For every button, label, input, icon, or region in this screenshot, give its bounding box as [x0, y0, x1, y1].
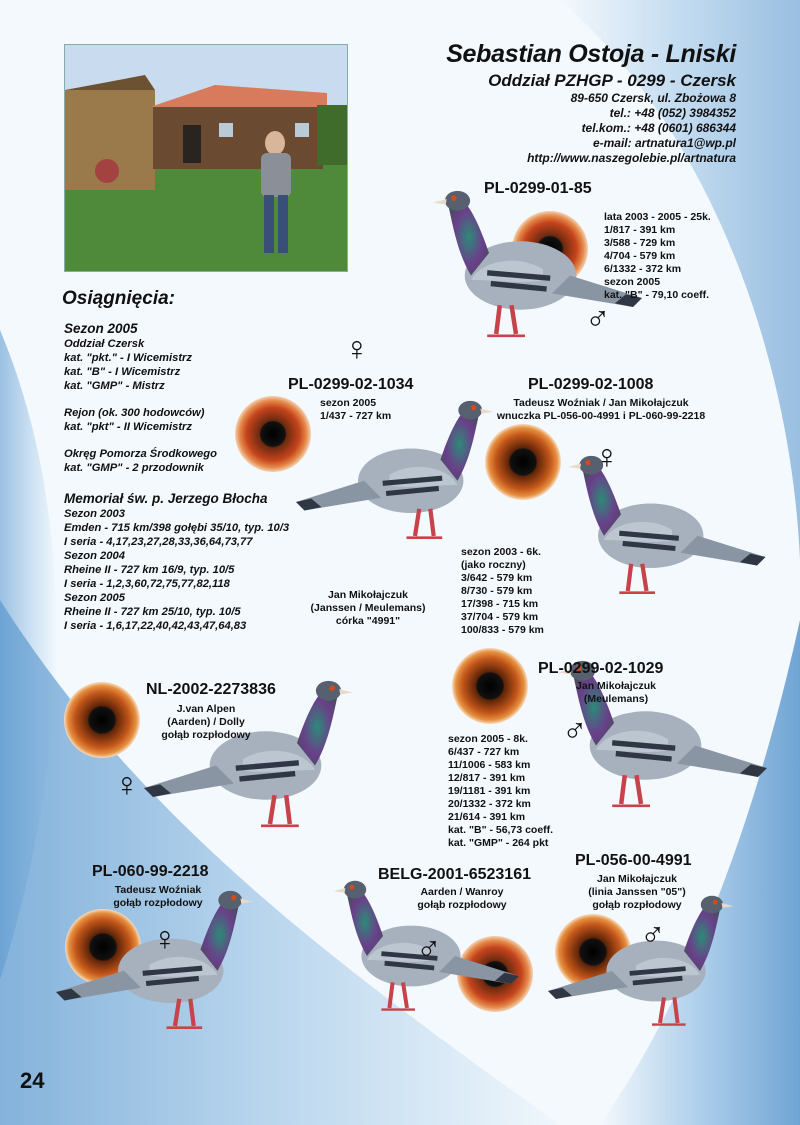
- stat-line: sezon 2003 - 6k.: [461, 546, 541, 558]
- stat-line: 4/704 - 579 km: [604, 250, 676, 262]
- achievements-title: Osiągnięcia:: [62, 288, 175, 309]
- stats-b5: [448, 733, 553, 850]
- origin-line: gołąb rozpłodowy: [417, 899, 507, 911]
- female-symbol-icon: ♀: [114, 766, 140, 804]
- achievement-line: Rheine II - 727 km 16/9, typ. 10/5: [64, 564, 235, 576]
- female-symbol-icon: ♀: [152, 920, 178, 958]
- achievement-line: Okręg Pomorza Środkowego: [64, 448, 217, 460]
- origin-line: (Janssen / Meulemans): [310, 602, 426, 614]
- achievement-line: I seria - 1,6,17,22,40,42,43,47,64,83: [64, 620, 247, 632]
- stat-line: sezon 2005: [320, 397, 377, 409]
- stat-line: 37/704 - 579 km: [461, 611, 539, 623]
- ring-number-b6: PL-060-99-2218: [92, 863, 209, 880]
- ring-number-b1: PL-0299-01-85: [484, 180, 592, 197]
- achievement-line: kat. "GMP" - Mistrz: [64, 380, 165, 392]
- stat-line: kat. "B" - 56,73 coeff.: [448, 824, 554, 836]
- origin-b6: [96, 884, 220, 910]
- origin-line: Aarden / Wanroy: [420, 886, 504, 898]
- ring-number-b7: BELG-2001-6523161: [378, 866, 531, 883]
- page-number: 24: [20, 1068, 45, 1093]
- female-symbol-icon: ♀: [344, 330, 370, 368]
- eye-photo-b4: [64, 682, 140, 758]
- origin-b3: [484, 397, 718, 423]
- achievement-line: kat. "B" - I Wicemistrz: [64, 366, 181, 378]
- phone: tel.: +48 (052) 3984352: [609, 106, 736, 120]
- achievement-line: Sezon 2003: [64, 508, 125, 520]
- ring-number-b8: PL-056-00-4991: [575, 852, 692, 869]
- ring-number-b2: PL-0299-02-1034: [288, 376, 414, 393]
- stats-b1: [604, 211, 711, 302]
- achievement-line: Rheine II - 727 km 25/10, typ. 10/5: [64, 606, 241, 618]
- season-heading: Sezon 2005: [64, 321, 138, 336]
- stat-line: 3/588 - 729 km: [604, 237, 676, 249]
- stat-line: 6/1332 - 372 km: [604, 263, 682, 275]
- stat-line: 17/398 - 715 km: [461, 598, 539, 610]
- stat-line: (jako roczny): [461, 559, 526, 571]
- breeder-name: Sebastian Ostoja - Lniski: [446, 40, 736, 68]
- eye-photo-b5: [452, 648, 528, 724]
- achievement-line: kat. "pkt" - II Wicemistrz: [64, 421, 193, 433]
- stat-line: 6/437 - 727 km: [448, 746, 520, 758]
- origin-line: (Aarden) / Dolly: [167, 716, 245, 728]
- pigeon-b3: [568, 456, 765, 593]
- stat-line: 20/1332 - 372 km: [448, 798, 531, 810]
- stat-line: kat. "B" - 79,10 coeff.: [604, 289, 710, 301]
- origin-line: gołąb rozpłodowy: [113, 897, 203, 909]
- stat-line: 21/614 - 391 km: [448, 811, 526, 823]
- achievement-line: Sezon 2004: [64, 550, 125, 562]
- origin-line: wnuczka PL-056-00-4991 i PL-060-99-2218: [496, 410, 706, 422]
- achievement-line: Emden - 715 km/398 gołębi 35/10, typ. 10/3: [64, 522, 290, 534]
- origin-line: Tadeusz Woźniak / Jan Mikołajczuk: [513, 397, 689, 409]
- stats-b3: [461, 546, 544, 637]
- stat-line: 100/833 - 579 km: [461, 624, 544, 636]
- stat-line: 1/437 - 727 km: [320, 410, 392, 422]
- female-symbol-icon: ♀: [594, 438, 620, 476]
- ring-number-b5: PL-0299-02-1029: [538, 660, 664, 677]
- eye-photo-b2: [235, 396, 311, 472]
- stat-line: 11/1006 - 583 km: [448, 759, 531, 771]
- origin-line: Jan Mikołajczuk: [328, 589, 408, 601]
- stat-line: 3/642 - 579 km: [461, 572, 533, 584]
- email-link[interactable]: e-mail: artnatura1@wp.pl: [592, 136, 736, 150]
- origin-b4: [150, 703, 262, 742]
- male-symbol-icon: ♂: [562, 712, 588, 750]
- male-symbol-icon: ♂: [416, 930, 442, 968]
- origin-line: Jan Mikołajczuk: [597, 873, 677, 885]
- achievement-line: Oddział Czersk: [64, 338, 145, 350]
- origin-line: Tadeusz Woźniak: [114, 884, 202, 896]
- achievement-line: kat. "GMP" - 2 przodownik: [64, 462, 204, 474]
- website-link[interactable]: http://www.naszegolebie.pl/artnatura: [527, 151, 736, 165]
- origin-line: (Meulemans): [583, 693, 649, 705]
- achievement-line: Rejon (ok. 300 hodowców): [64, 407, 205, 419]
- stat-line: sezon 2005: [604, 276, 661, 288]
- address: 89-650 Czersk, ul. Zbożowa 8: [570, 91, 736, 105]
- memorial-heading: Memoriał św. p. Jerzego Błocha: [64, 491, 268, 506]
- club-name: Oddział PZHGP - 0299 - Czersk: [488, 71, 736, 90]
- stat-line: lata 2003 - 2005 - 25k.: [604, 211, 711, 223]
- origin-b5: [560, 680, 672, 706]
- stat-line: 19/1181 - 391 km: [448, 785, 531, 797]
- stat-line: kat. "GMP" - 264 pkt: [448, 837, 549, 849]
- origin-b7: [402, 886, 522, 912]
- stat-line: 1/817 - 391 km: [604, 224, 676, 236]
- mobile-phone: tel.kom.: +48 (0601) 686344: [581, 121, 736, 135]
- stats-b2: [320, 397, 391, 423]
- male-symbol-icon: ♂: [640, 916, 666, 954]
- achievement-line: Sezon 2005: [64, 592, 125, 604]
- origin-b2: [298, 589, 438, 628]
- origin-line: córka "4991": [335, 615, 401, 627]
- origin-line: gołąb rozpłodowy: [592, 899, 682, 911]
- achievement-line: I seria - 4,17,23,27,28,33,36,64,73,77: [64, 536, 253, 548]
- eye-photo-b3: [485, 424, 561, 500]
- ring-number-b3: PL-0299-02-1008: [528, 376, 654, 393]
- origin-line: gołąb rozpłodowy: [161, 729, 251, 741]
- origin-line: Jan Mikołajczuk: [576, 680, 656, 692]
- origin-b8: [576, 873, 698, 912]
- male-symbol-icon: ♂: [585, 300, 611, 338]
- origin-line: (linia Janssen "05"): [588, 886, 686, 898]
- ring-number-b4: NL-2002-2273836: [146, 681, 276, 698]
- stat-line: 12/817 - 391 km: [448, 772, 526, 784]
- achievement-line: I seria - 1,2,3,60,72,75,77,82,118: [64, 578, 230, 590]
- stat-line: 8/730 - 579 km: [461, 585, 533, 597]
- stat-line: sezon 2005 - 8k.: [448, 733, 528, 745]
- origin-line: J.van Alpen: [176, 703, 236, 715]
- achievement-line: kat. "pkt." - I Wicemistrz: [64, 352, 193, 364]
